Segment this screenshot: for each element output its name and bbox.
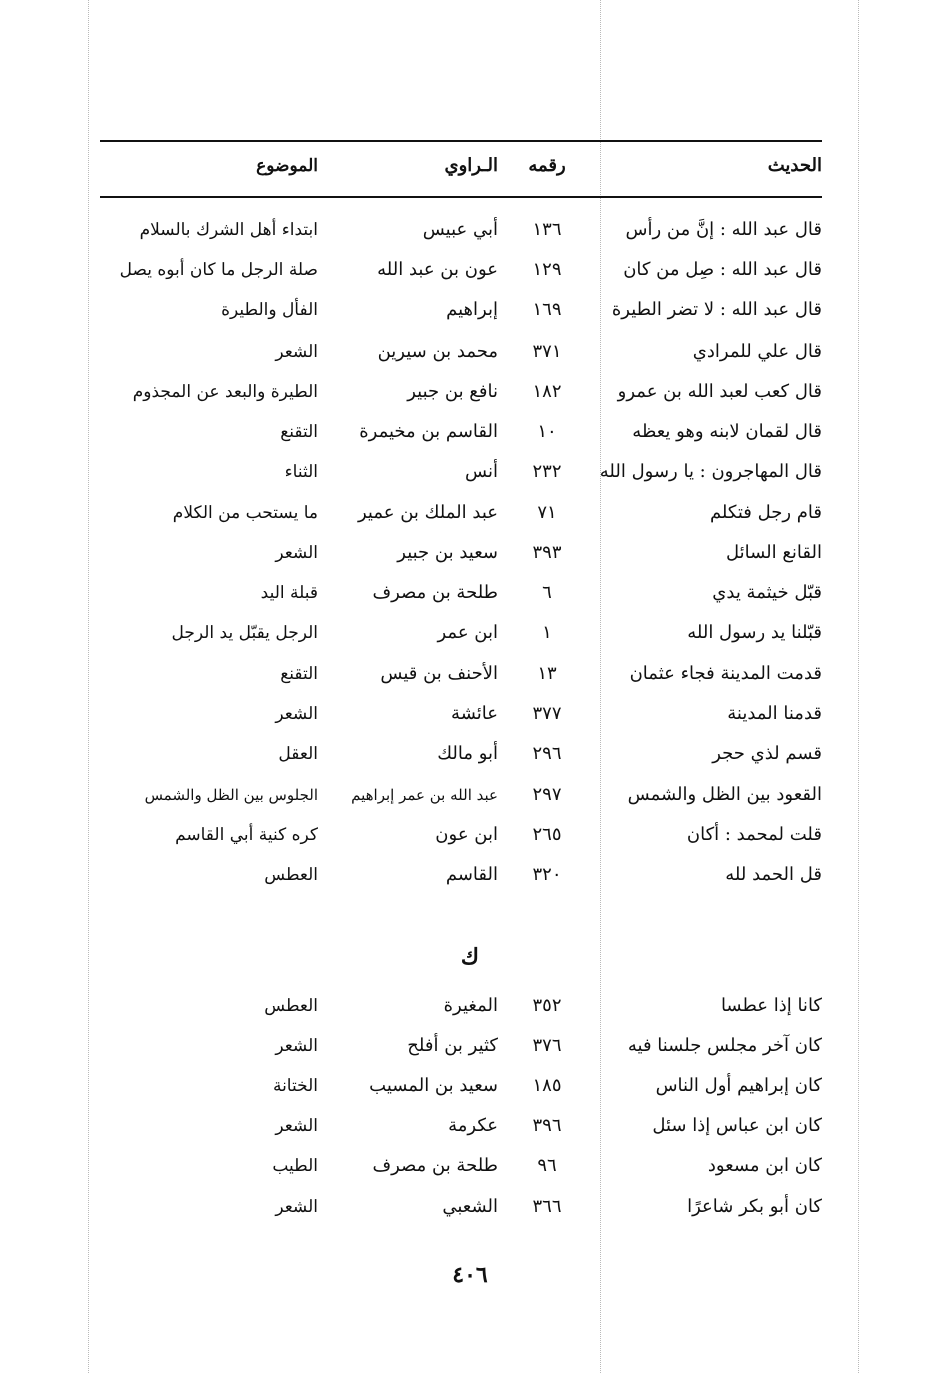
topic: الرجل يقبّل يد الرجل — [171, 623, 318, 643]
hadith-number: ٧١ — [537, 502, 557, 523]
table-row — [100, 654, 822, 694]
hadith-text: قال عبد الله : لا تضر الطيرة — [611, 299, 822, 320]
hadith-text: قال لقمان لابنه وهو يعظه — [632, 421, 822, 442]
hadith-number: ٢٦٥ — [532, 824, 562, 845]
topic: الثناء — [284, 462, 318, 482]
topic: ابتداء أهل الشرك بالسلام — [139, 220, 318, 240]
hadith-number: ٣٧١ — [532, 341, 562, 362]
hadith-text: قبّلنا يد رسول الله — [687, 622, 822, 643]
narrator: أبو مالك — [437, 743, 498, 764]
topic: العطس — [264, 865, 318, 885]
narrator: محمد بن سيرين — [377, 341, 498, 362]
narrator: أبي عبيس — [422, 219, 498, 240]
hadith-text: قدمت المدينة فجاء عثمان — [629, 663, 822, 684]
hadith-text: قام رجل فتكلم — [709, 502, 822, 523]
table-row — [100, 1026, 822, 1066]
hadith-number: ٢٩٦ — [532, 743, 562, 764]
hadith-text: قال عبد الله : صِل من كان — [623, 259, 822, 280]
narrator: سعيد بن المسيب — [369, 1075, 498, 1096]
table-row — [100, 613, 822, 653]
topic: التقنع — [280, 422, 318, 442]
topic: التقنع — [280, 664, 318, 684]
topic: الشعر — [275, 543, 318, 563]
hadith-text: كان ابن عباس إذا سئل — [652, 1115, 822, 1136]
table-row — [100, 694, 822, 734]
hadith-text: كان آخر مجلس جلسنا فيه — [627, 1035, 822, 1056]
table-row — [100, 1066, 822, 1106]
topic: صلة الرجل ما كان أبوه يصل — [119, 260, 318, 280]
header-rule-bottom — [100, 196, 822, 198]
table-row — [100, 533, 822, 573]
hadith-number: ٣٩٦ — [532, 1115, 562, 1136]
table-row — [100, 250, 822, 290]
hadith-number: ٢٩٧ — [532, 784, 562, 805]
hadith-number: ١٠ — [537, 421, 557, 442]
table-row — [100, 1187, 822, 1227]
scan-line-left — [88, 0, 89, 1373]
topic: الشعر — [275, 1036, 318, 1056]
topic: الشعر — [275, 342, 318, 362]
narrator: المغيرة — [443, 995, 498, 1016]
table-row — [100, 290, 822, 330]
hadith-text: كان إبراهيم أول الناس — [655, 1075, 822, 1096]
table-row — [100, 1106, 822, 1146]
narrator: طلحة بن مصرف — [372, 582, 498, 603]
hadith-text: كان ابن مسعود — [707, 1155, 822, 1176]
topic: الشعر — [275, 1116, 318, 1136]
narrator: القاسم بن مخيمرة — [359, 421, 498, 442]
hadith-text: قسم لذي حجر — [712, 743, 822, 764]
table-row — [100, 412, 822, 452]
table-row — [100, 815, 822, 855]
hadith-number: ١٦٩ — [532, 299, 562, 320]
header-rule-top — [100, 140, 822, 142]
topic: الشعر — [275, 1197, 318, 1217]
hadith-number: ٢٣٢ — [532, 461, 562, 482]
table-row — [100, 210, 822, 250]
narrator: الأحنف بن قيس — [380, 663, 498, 684]
section-letter: ك — [460, 944, 480, 970]
hadith-text: قبّل خيثمة يدي — [712, 582, 822, 603]
scan-line-right — [858, 0, 859, 1373]
topic: قبلة اليد — [260, 583, 318, 603]
table-row — [100, 986, 822, 1026]
narrator: عون بن عبد الله — [377, 259, 498, 280]
hadith-text: القعود بين الظل والشمس — [627, 784, 822, 805]
hadith-text: قلت لمحمد : أكان — [686, 824, 822, 845]
narrator: ابن عمر — [437, 622, 498, 643]
hadith-text: قال المهاجرون : يا رسول الله — [599, 461, 822, 482]
narrator: عبد الله بن عمر إبراهيم — [351, 786, 498, 804]
narrator: أنس — [465, 461, 498, 482]
topic: الفأل والطيرة — [221, 300, 318, 320]
topic: الجلوس بين الظل والشمس — [144, 786, 318, 804]
page-number: ٤٠٦ — [452, 1262, 488, 1288]
hadith-number: ٣٥٢ — [532, 995, 562, 1016]
narrator: عبد الملك بن عمير — [357, 502, 498, 523]
table-header — [100, 146, 822, 186]
hadith-number: ١٣ — [537, 663, 557, 684]
topic: الختانة — [272, 1076, 318, 1096]
narrator: الشعبي — [442, 1196, 498, 1217]
hadith-number: ١٣٦ — [532, 219, 562, 240]
narrator: إبراهيم — [446, 299, 498, 320]
header-number: رقمه — [528, 155, 566, 176]
table-row — [100, 573, 822, 613]
hadith-text: قال علي للمرادي — [692, 341, 822, 362]
header-topic: الموضوع — [256, 156, 318, 176]
topic: الطيب — [272, 1156, 318, 1176]
hadith-text: القانع السائل — [725, 542, 822, 563]
table-row — [100, 452, 822, 492]
narrator: ابن عون — [435, 824, 498, 845]
narrator: عائشة — [451, 703, 498, 724]
hadith-text: قل الحمد لله — [725, 864, 822, 885]
table-row — [100, 372, 822, 412]
hadith-number: ١٨٢ — [532, 381, 562, 402]
hadith-text: قدمنا المدينة — [727, 703, 822, 724]
topic: كره كنية أبي القاسم — [175, 825, 318, 845]
hadith-number: ٩٦ — [537, 1155, 557, 1176]
hadith-number: ١٢٩ — [532, 259, 562, 280]
table-row — [100, 493, 822, 533]
hadith-number: ٣٦٦ — [532, 1196, 562, 1217]
topic: الشعر — [275, 704, 318, 724]
narrator: سعيد بن جبير — [397, 542, 498, 563]
narrator: عكرمة — [448, 1115, 498, 1136]
header-hadith: الحديث — [767, 155, 822, 176]
topic: العطس — [264, 996, 318, 1016]
topic: ما يستحب من الكلام — [172, 503, 318, 523]
hadith-text: قال عبد الله : إنَّ من رأس — [625, 219, 822, 240]
table-row — [100, 855, 822, 895]
hadith-number: ١٨٥ — [532, 1075, 562, 1096]
narrator: طلحة بن مصرف — [372, 1155, 498, 1176]
hadith-number: ٦ — [542, 582, 552, 603]
hadith-text: قال كعب لعبد الله بن عمرو — [617, 381, 822, 402]
topic: الطيرة والبعد عن المجذوم — [132, 382, 318, 402]
narrator: كثير بن أفلح — [407, 1035, 498, 1056]
hadith-number: ٣٧٧ — [532, 703, 562, 724]
narrator: القاسم — [445, 864, 498, 885]
table-row — [100, 734, 822, 774]
header-rawi: الـراوي — [444, 155, 498, 176]
hadith-text: كانا إذا عطسا — [720, 995, 822, 1016]
hadith-number: ٣٧٦ — [532, 1035, 562, 1056]
topic: العقل — [278, 744, 318, 764]
hadith-text: كان أبو بكر شاعرًا — [687, 1196, 822, 1217]
narrator: نافع بن جبير — [407, 381, 498, 402]
table-row — [100, 775, 822, 815]
table-row — [100, 332, 822, 372]
hadith-number: ١ — [542, 622, 552, 643]
table-row — [100, 1146, 822, 1186]
hadith-number: ٣٩٣ — [532, 542, 562, 563]
hadith-number: ٣٢٠ — [532, 864, 562, 885]
